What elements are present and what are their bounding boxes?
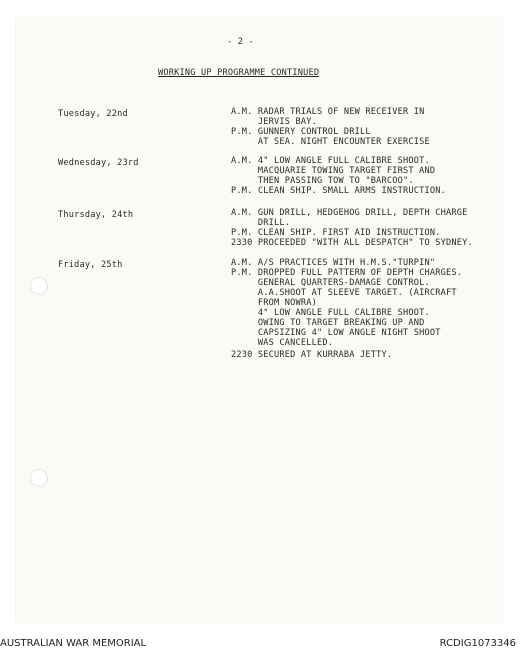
- entry-line: DRILL.: [231, 218, 291, 228]
- entry-line: CAPSIZING 4" LOW ANGLE NIGHT SHOOT: [231, 328, 441, 338]
- entry-line: P.M. CLEAN SHIP. SMALL ARMS INSTRUCTION.: [231, 186, 446, 196]
- entry-line: FROM NOWRA): [231, 298, 317, 308]
- entry-line: AT SEA. NIGHT ENCOUNTER EXERCISE: [231, 137, 430, 147]
- day-label: Friday, 25th: [58, 260, 123, 270]
- page-heading: WORKING UP PROGRAMME CONTINUED: [158, 68, 320, 78]
- day-label: Wednesday, 23rd: [58, 158, 139, 168]
- entry-line: MACQUARIE TOWING TARGET FIRST AND: [231, 166, 436, 176]
- entry-line: WAS CANCELLED.: [231, 338, 334, 348]
- document-page: [16, 18, 503, 622]
- entry-line: A.M. GUN DRILL, HEDGEHOG DRILL, DEPTH CHARGE: [231, 208, 468, 218]
- entry-line: JERVIS BAY.: [231, 117, 317, 127]
- punch-hole: [30, 277, 48, 295]
- entry-line: P.M. DROPPED FULL PATTERN OF DEPTH CHARGES.: [231, 268, 463, 278]
- entry-line: A.M. 4" LOW ANGLE FULL CALIBRE SHOOT.: [231, 156, 430, 166]
- entry-line: A.A.SHOOT AT SLEEVE TARGET. (AIRCRAFT: [231, 288, 457, 298]
- entry-line: OWING TO TARGET BREAKING UP AND: [231, 318, 425, 328]
- page-number: - 2 -: [227, 37, 254, 47]
- entry-line: A.M. RADAR TRIALS OF NEW RECEIVER IN: [231, 107, 425, 117]
- entry-line: P.M. CLEAN SHIP. FIRST AID INSTRUCTION.: [231, 228, 441, 238]
- entry-line: 4" LOW ANGLE FULL CALIBRE SHOOT.: [231, 308, 430, 318]
- footer-reference: RCDIG1073346: [439, 638, 516, 649]
- punch-hole: [30, 469, 48, 487]
- day-label: Tuesday, 22nd: [58, 109, 128, 119]
- entry-line: P.M. GUNNERY CONTROL DRILL: [231, 127, 371, 137]
- entry-line: THEN PASSING TOW TO "BARCOO".: [231, 176, 414, 186]
- entry-line: A.M. A/S PRACTICES WITH H.M.S."TURPIN": [231, 258, 436, 268]
- day-label: Thursday, 24th: [58, 210, 134, 220]
- footer-source: AUSTRALIAN WAR MEMORIAL: [0, 638, 147, 649]
- entry-line: 2230 SECURED AT KURRABA JETTY.: [231, 350, 393, 360]
- entry-line: GENERAL QUARTERS-DAMAGE CONTROL.: [231, 278, 430, 288]
- entry-line: 2330 PROCEEDED "WITH ALL DESPATCH" TO SYDNEY.: [231, 238, 473, 248]
